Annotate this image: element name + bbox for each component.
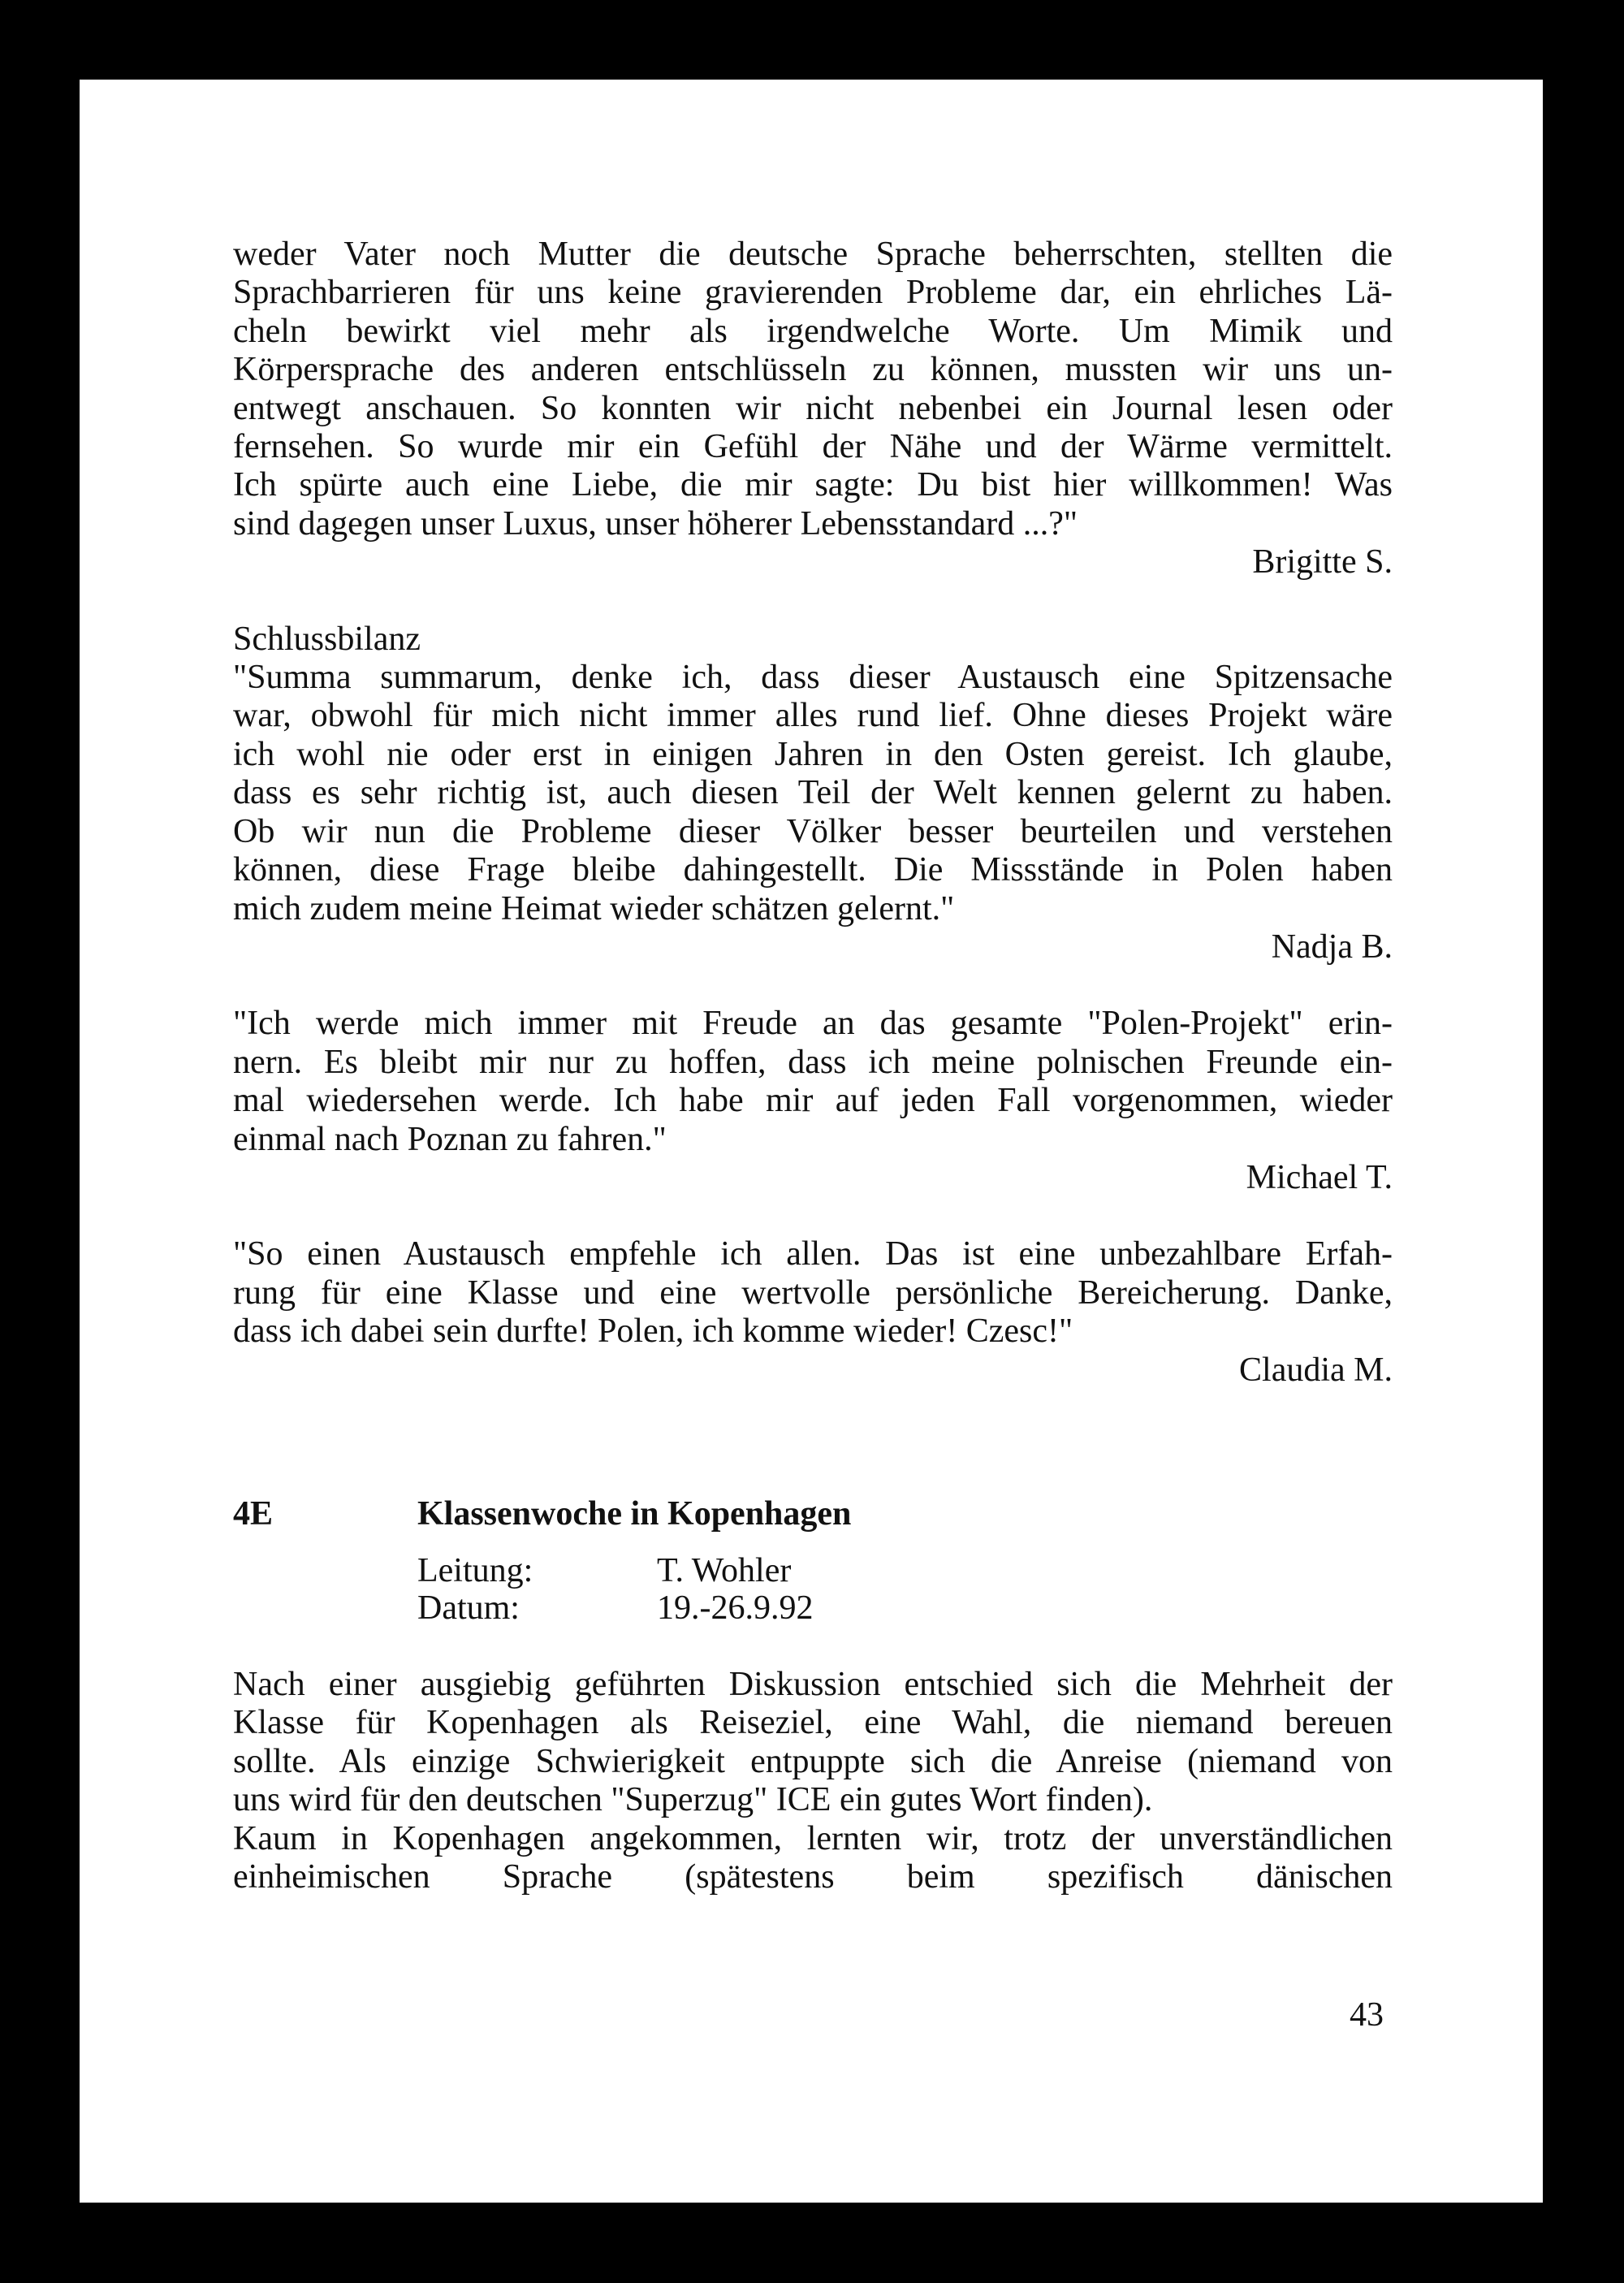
text-line: einmal nach Poznan zu fahren.": [233, 1120, 667, 1158]
text-line: Sprachbarrieren für uns keine gravierenden Probleme dar, ein ehrliches Lä-: [233, 274, 1393, 312]
meta-label: Datum:: [417, 1589, 520, 1627]
text-line: nern. Es bleibt mir nur zu hoffen, dass ich meine polnischen Freunde ein-: [233, 1043, 1393, 1081]
text-line: können, diese Frage bleibe dahingestellt. Die Missstände in Polen haben: [233, 851, 1393, 889]
text-line: einheimischen Sprache (spätestens beim spezifisch dänischen: [233, 1858, 1393, 1896]
document-page: [80, 80, 1543, 2203]
quote-michael-paragraph: [233, 1005, 1393, 1159]
text-line: weder Vater noch Mutter die deutsche Sprache beherrschten, stellten die: [233, 236, 1393, 273]
text-line: Nach einer ausgiebig geführten Diskussion entschied sich die Mehrheit der: [233, 1665, 1393, 1703]
spacer: [233, 966, 1393, 1005]
text-line: Kaum in Kopenhagen angekommen, lernten wir, trotz der unverständlichen: [233, 1819, 1393, 1857]
text-line: dass ich dabei sein durfte! Polen, ich komme wieder! Czesc!": [233, 1312, 1073, 1351]
text-line: uns wird für den deutschen "Superzug" ICE ein gutes Wort finden).: [233, 1781, 1153, 1819]
section-title: Klassenwoche in Kopenhagen: [417, 1494, 852, 1533]
signature-claudia: Claudia M.: [1239, 1351, 1393, 1389]
intro-paragraph: [233, 236, 1393, 543]
text-line: sollte. Als einzige Schwierigkeit entpuppte sich die Anreise (niemand von: [233, 1742, 1393, 1780]
text-line: ich wohl nie oder erst in einigen Jahren in den Osten gereist. Ich glaube,: [233, 735, 1393, 773]
meta-value: 19.-26.9.92: [657, 1589, 814, 1627]
text-line: dass es sehr richtig ist, auch diesen Teil der Welt kennen gelernt zu haben.: [233, 774, 1393, 812]
section-number: 4E: [233, 1494, 274, 1533]
text-line: Ich spürte auch eine Liebe, die mir sagte: Du bist hier willkommen! Was: [233, 466, 1393, 504]
text-line: Klasse für Kopenhagen als Reiseziel, eine Wahl, die niemand bereuen: [233, 1704, 1393, 1742]
meta-label: Leitung:: [417, 1551, 533, 1589]
meta-value: T. Wohler: [657, 1551, 792, 1589]
text-line: entwegt anschauen. So konnten wir nicht nebenbei ein Journal lesen oder: [233, 389, 1393, 427]
text-line: mich zudem meine Heimat wieder schätzen gelernt.": [233, 889, 955, 927]
spacer: [233, 582, 1393, 620]
text-line: mal wiedersehen werde. Ich habe mir auf jeden Fall vorgenommen, wieder: [233, 1082, 1393, 1120]
text-line: cheln bewirkt viel mehr als irgendwelche Worte. Um Mimik und: [233, 312, 1393, 350]
text-line: war, obwohl für mich nicht immer alles rund lief. Ohne dieses Projekt wäre: [233, 697, 1393, 735]
signature-brigitte: Brigitte S.: [1252, 543, 1393, 582]
schlussbilanz-paragraph: [233, 659, 1393, 928]
text-line: fernsehen. So wurde mir ein Gefühl der Nähe und der Wärme vermittelt.: [233, 428, 1393, 466]
section-meta: [417, 1552, 1393, 1627]
text-line: "So einen Austausch empfehle ich allen. Das ist eine unbezahlbare Erfah-: [233, 1235, 1393, 1273]
section-paragraph: [233, 1666, 1393, 1896]
section-heading: [233, 1494, 1393, 1534]
spacer: [233, 1534, 1393, 1552]
text-line: rung für eine Klasse und eine wertvolle persönliche Bereicherung. Danke,: [233, 1273, 1393, 1312]
signature-nadja: Nadja B.: [1271, 927, 1393, 966]
text-line: "Ich werde mich immer mit Freude an das gesamte "Polen-Projekt" erin-: [233, 1005, 1393, 1043]
quote-claudia-paragraph: [233, 1235, 1393, 1351]
page-content: [233, 236, 1393, 1896]
text-line: Körpersprache des anderen entschlüsseln zu können, mussten wir uns un-: [233, 351, 1393, 389]
text-line: Ob wir nun die Probleme dieser Völker besser beurteilen und verstehen: [233, 812, 1393, 850]
signature-michael: Michael T.: [1246, 1158, 1393, 1196]
meta-row-datum: [417, 1589, 1393, 1627]
spacer: [233, 1627, 1393, 1666]
text-line: sind dagegen unser Luxus, unser höherer Lebensstandard ...?": [233, 504, 1078, 543]
spacer: [233, 1197, 1393, 1235]
meta-row-leitung: [417, 1552, 1393, 1589]
page-number: 43: [1350, 1996, 1384, 2034]
text-line: "Summa summarum, denke ich, dass dieser Austausch eine Spitzensache: [233, 659, 1393, 697]
spacer: [233, 1390, 1393, 1494]
schlussbilanz-title: Schlussbilanz: [233, 620, 421, 658]
